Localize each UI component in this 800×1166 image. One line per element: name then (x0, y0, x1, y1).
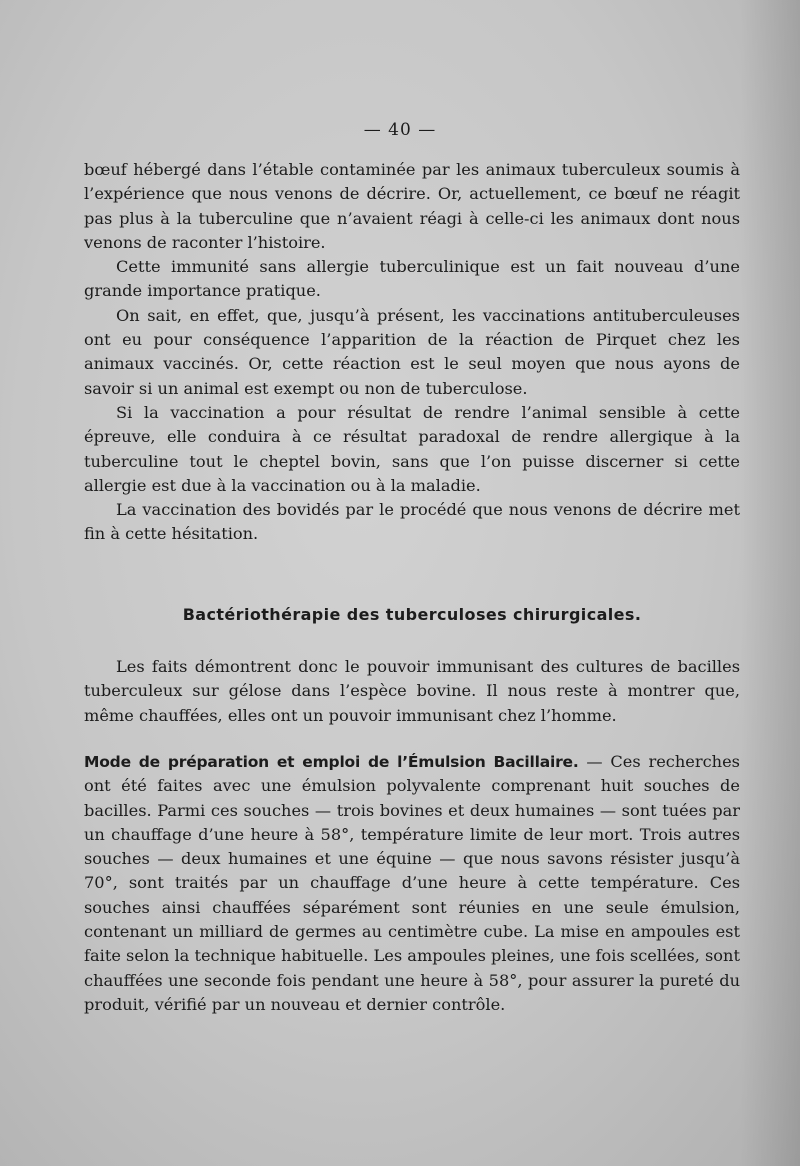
text-block-upper (84, 158, 740, 547)
paragraph-body: — Ces recherches ont été faites avec une émulsion polyvalente comprenant huit souches de bacilles. Parmi ces souches — trois bovines et deux humaines — sont tuées par un chauffage d’une heure à 58°, température limite de leur mort. Trois autres souches — deux humaines et une équine — que nous savons résister jusqu’à 70°, sont traités par un chauffage d’une heure à cette température. Ces souches ainsi chauffées séparément sont réunies en une seule émulsion, contenant un milliard de germes au centimètre cube. La mise en ampoules est faite selon la technique habituelle. Les ampoules pleines, une fois scellées, sont chauffées une seconde fois pendant une heure à 58°, pour assurer la pureté du produit, vérifié par un nouveau et dernier contrôle. (84, 752, 740, 1014)
paragraph: La vaccination des bovidés par le procédé que nous venons de décrire met fin à cette hésitation. (84, 500, 740, 544)
page-number: — 40 — (363, 120, 437, 140)
section-heading: Bactériothérapie des tuberculoses chirurgicales. (182, 605, 642, 624)
paragraph: Cette immunité sans allergie tuberculinique est un fait nouveau d’une grande importance pratique. (84, 257, 740, 301)
paragraph: Si la vaccination a pour résultat de rendre l’animal sensible à cette épreuve, elle conduira à ce résultat paradoxal de rendre allergique à la tuberculine tout le cheptel bovin, sans que l’on puisse discerner si cette allergie est due à la vaccination ou à la maladie. (84, 402, 740, 495)
paragraph: On sait, en effet, que, jusqu’à présent, les vaccinations antituberculeuses ont eu pour conséquence l’apparition de la réaction de Pirquet chez les animaux vaccinés. Or, cette réaction est le seul moyen que nous ayons de savoir si un animal est exempt ou non de tuberculose. (84, 305, 740, 398)
text-block-middle (84, 655, 740, 728)
paragraph: bœuf hébergé dans l’étable contaminée par les animaux tuberculeux soumis à l’expérience que nous venons de décrire. Or, actuellement, ce bœuf ne réagit pas plus à la tuberculine que n’avaient réagi à celle-ci les animaux dont nous venons de raconter l’histoire. (84, 160, 740, 252)
paragraph: Les faits démontrent donc le pouvoir immunisant des cultures de bacilles tuberculeux sur gélose dans l’espèce bovine. Il nous reste à montrer que, même chauffées, elles ont un pouvoir immunisant chez l’homme. (84, 657, 740, 725)
paragraph-with-run-in-title (84, 750, 740, 1017)
text-block-lower (84, 750, 740, 1017)
run-in-title: Mode de préparation et emploi de l’Émulsion Bacillaire. (84, 753, 579, 771)
